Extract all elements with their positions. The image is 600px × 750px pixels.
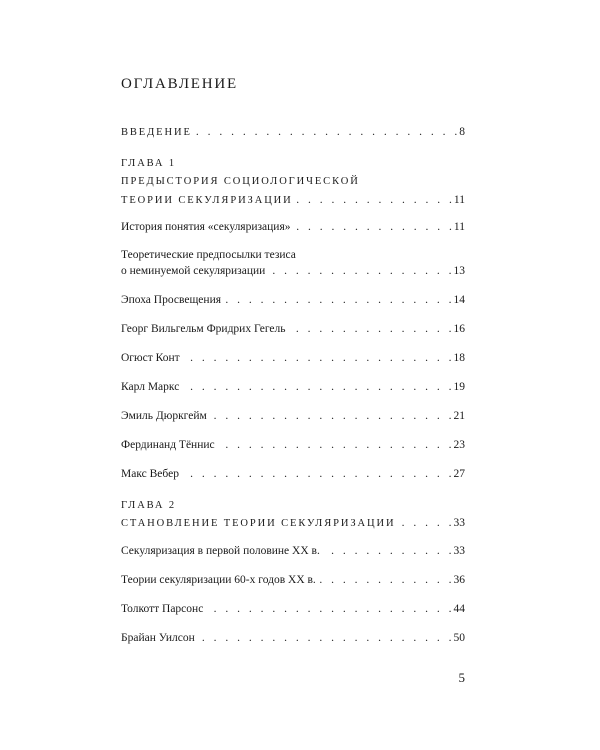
toc-page-number: 33 [453, 545, 465, 557]
toc-page-number: 8 [459, 126, 465, 138]
toc-page-number: 21 [453, 410, 465, 422]
toc-entry[interactable] [121, 600, 465, 618]
toc-entry[interactable] [121, 349, 465, 367]
toc-entry-chapter-1[interactable] [121, 191, 465, 209]
toc-page-number: 14 [453, 294, 465, 306]
toc-entry[interactable] [121, 542, 465, 560]
toc-entry[interactable] [121, 378, 465, 396]
toc-entry-label: Фердинанд Тённис [121, 436, 217, 454]
toc-entry-label-line2: о неминуемой секуляризации [121, 262, 267, 280]
dot-leader [267, 262, 451, 280]
toc-entry-label: Огюст Конт [121, 349, 182, 367]
chapter-1-title-line2: ТЕОРИИ СЕКУЛЯРИЗАЦИИ [121, 192, 295, 210]
table-of-contents [121, 0, 465, 750]
toc-page-number: 33 [453, 517, 465, 529]
toc-entry-label: История понятия «секуляризация» [121, 218, 293, 236]
toc-entry-label: Эпоха Просвещения [121, 291, 223, 309]
dot-leader [209, 407, 452, 425]
toc-entry-label: Карл Маркс [121, 378, 181, 396]
chapter-1-title-line1: ПРЕДЫСТОРИЯ СОЦИОЛОГИЧЕСКОЙ [121, 176, 360, 187]
toc-entry[interactable] [121, 571, 465, 589]
dot-leader [194, 123, 457, 141]
toc-page-number: 50 [453, 632, 465, 644]
dot-leader [293, 218, 452, 236]
dot-leader [181, 378, 451, 396]
dot-leader [318, 571, 452, 589]
toc-entry-label: Эмиль Дюркгейм [121, 407, 209, 425]
chapter-2-heading: ГЛАВА 2 [121, 500, 177, 511]
toc-page-number: 27 [453, 468, 465, 480]
dot-leader [295, 191, 452, 209]
toc-entry-label: Макс Вебер [121, 465, 181, 483]
dot-leader [287, 320, 451, 338]
dot-leader [322, 542, 452, 560]
toc-entry[interactable] [121, 629, 465, 647]
toc-entry-chapter-2[interactable] [121, 514, 465, 532]
dot-leader [181, 465, 452, 483]
dot-leader [223, 291, 451, 309]
toc-entry-label: Теории секуляризации 60-х годов XX в. [121, 571, 318, 589]
toc-entry-label-line1: Теоретические предпосылки тезиса [121, 249, 296, 261]
toc-page-number: 44 [453, 603, 465, 615]
toc-entry-intro[interactable] [121, 123, 465, 141]
toc-entry[interactable] [121, 465, 465, 483]
toc-page-number: 11 [453, 194, 465, 206]
toc-entry-label: Толкотт Парсонс [121, 600, 205, 618]
dot-leader [205, 600, 451, 618]
toc-page-number: 16 [453, 323, 465, 335]
toc-page-number: 36 [453, 574, 465, 586]
toc-page-number: 13 [453, 265, 465, 277]
page-title: ОГЛАВЛЕНИЕ [121, 76, 238, 92]
chapter-1-heading: ГЛАВА 1 [121, 158, 177, 169]
toc-entry[interactable] [121, 436, 465, 454]
dot-leader [197, 629, 452, 647]
toc-page-number: 23 [453, 439, 465, 451]
toc-entry-label: Георг Вильгельм Фридрих Гегель [121, 320, 287, 338]
toc-entry[interactable] [121, 262, 465, 280]
toc-page-number: 19 [453, 381, 465, 393]
chapter-2-title: СТАНОВЛЕНИЕ ТЕОРИИ СЕКУЛЯРИЗАЦИИ [121, 515, 397, 533]
toc-entry-label: ВВЕДЕНИЕ [121, 124, 194, 142]
dot-leader [182, 349, 452, 367]
toc-entry[interactable] [121, 407, 465, 425]
toc-entry-label: Секуляризация в первой половине XX в. [121, 542, 322, 560]
toc-entry[interactable] [121, 320, 465, 338]
dot-leader [397, 514, 451, 532]
toc-entry[interactable] [121, 291, 465, 309]
toc-page-number: 18 [453, 352, 465, 364]
toc-page-number: 11 [453, 221, 465, 233]
toc-entry-label: Брайан Уилсон [121, 629, 197, 647]
page-number: 5 [458, 670, 465, 685]
dot-leader [217, 436, 452, 454]
toc-entry[interactable] [121, 218, 465, 236]
